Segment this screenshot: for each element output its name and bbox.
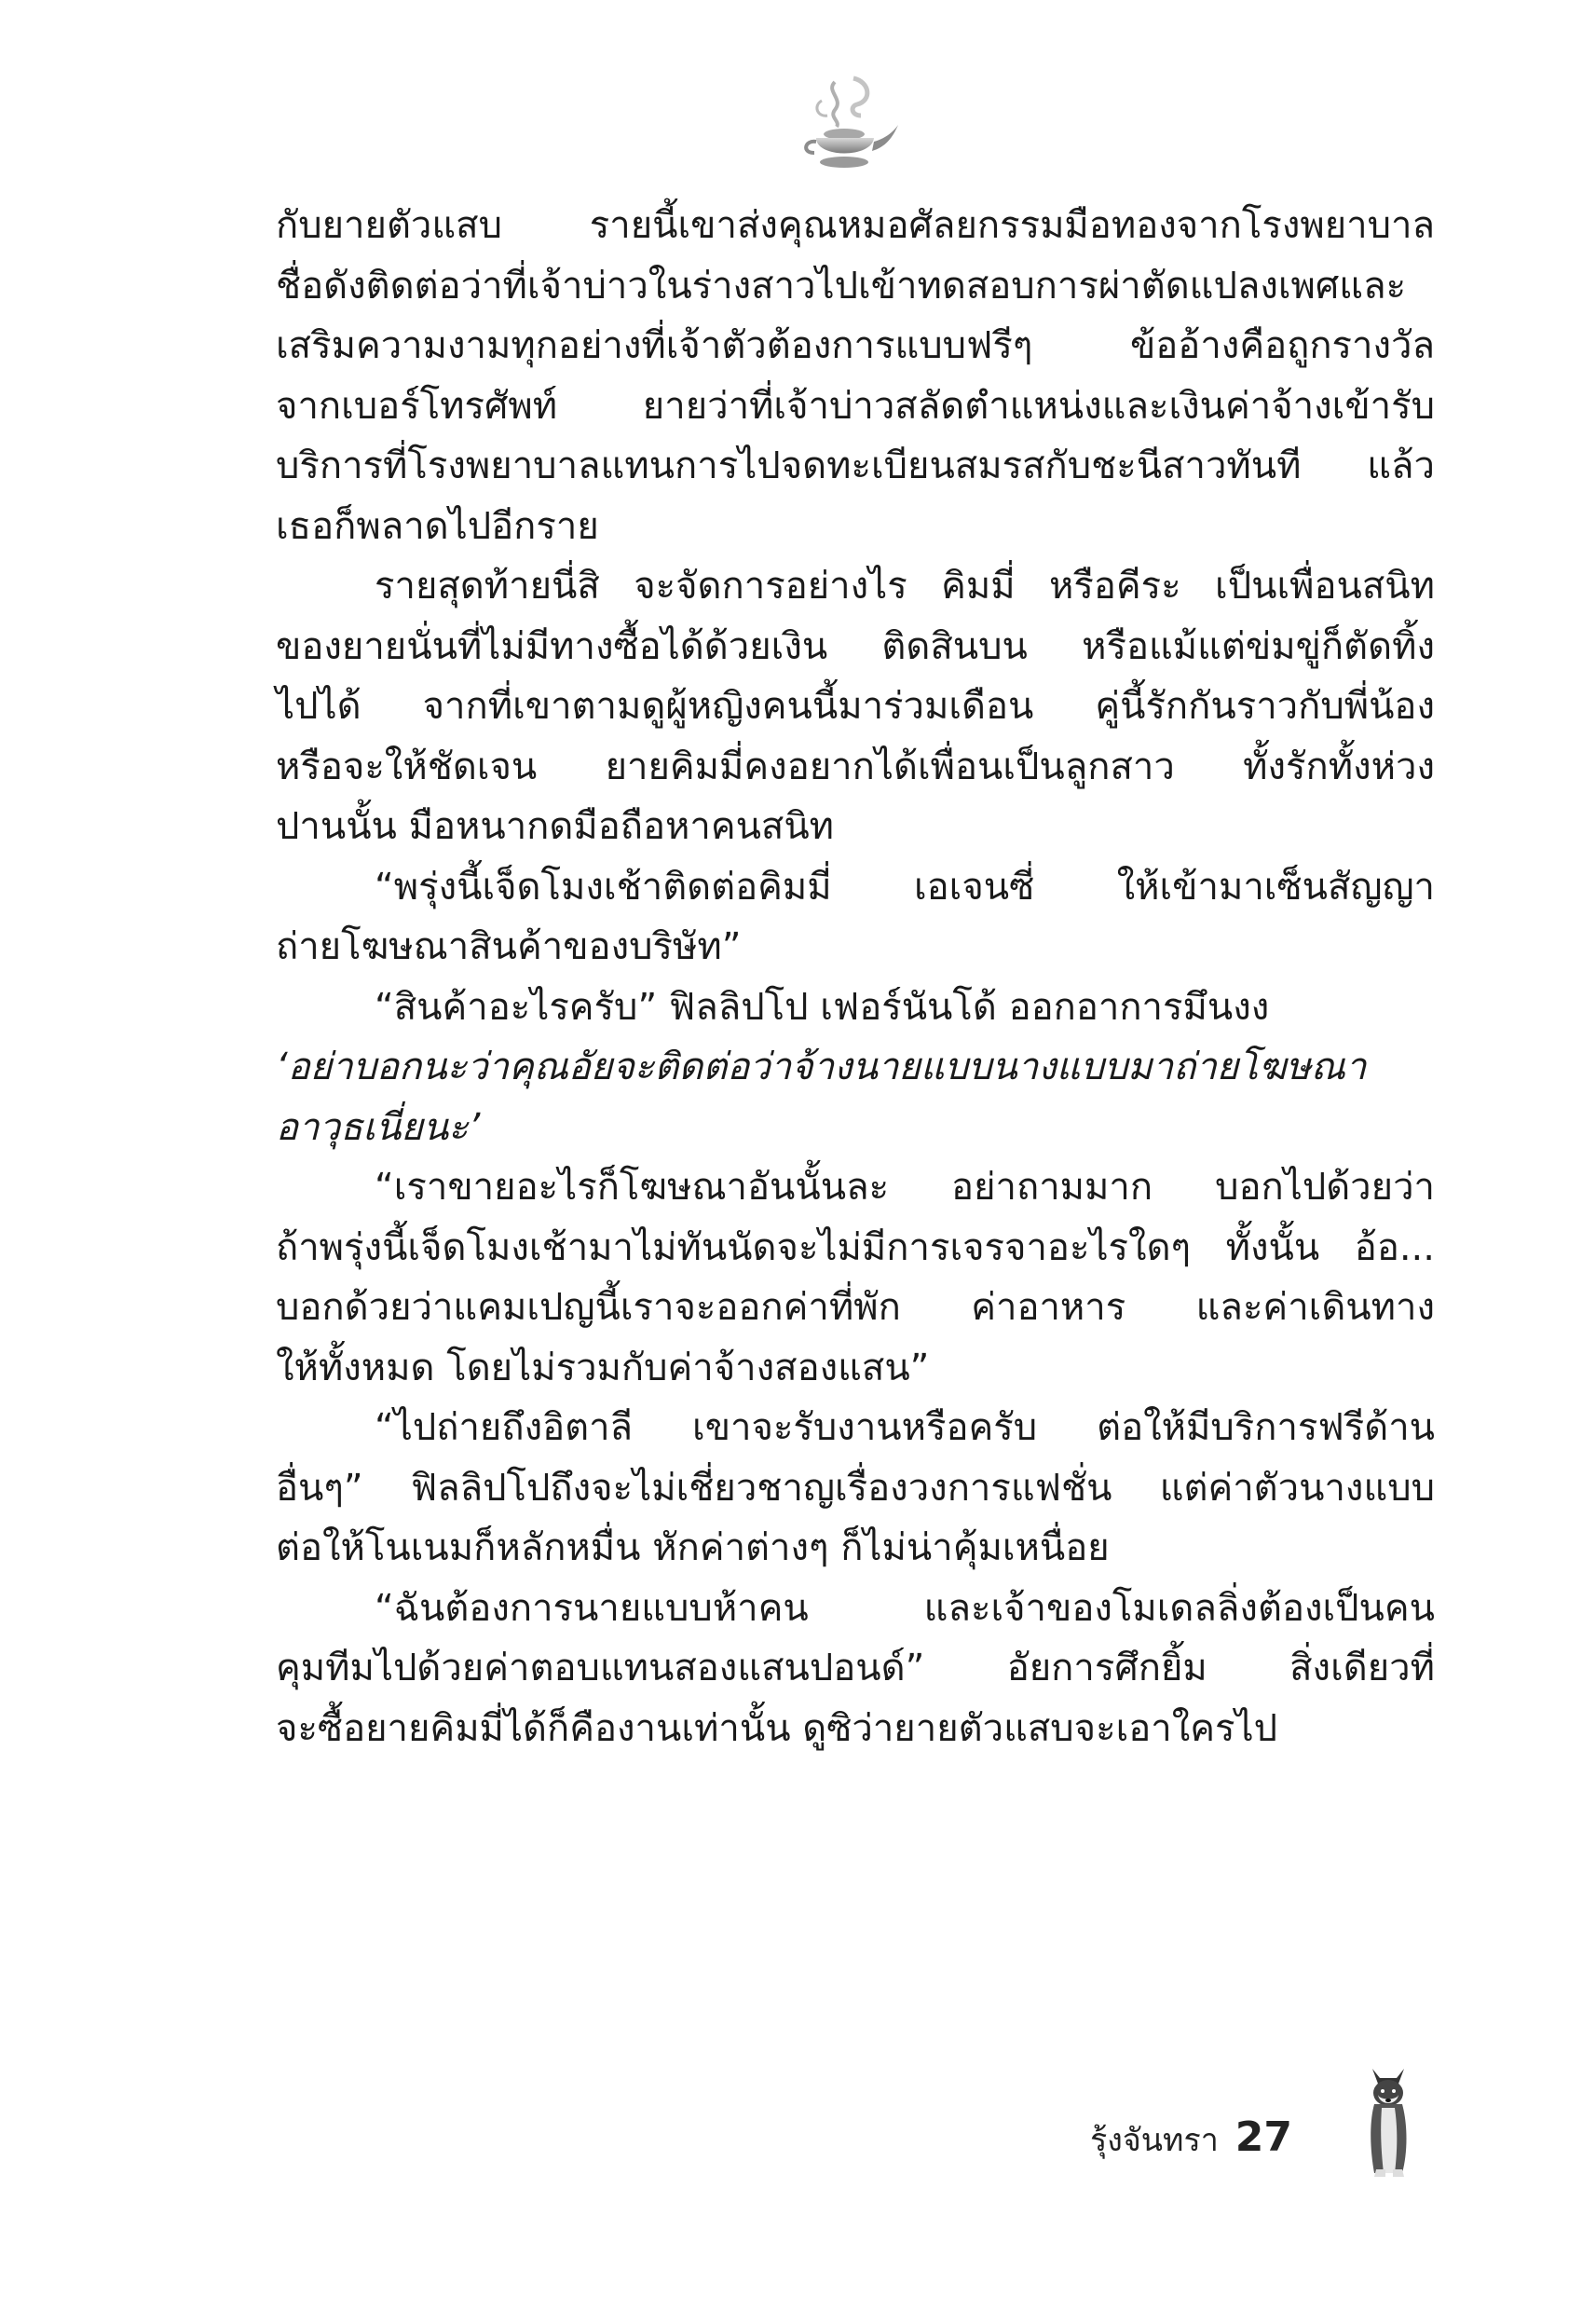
text-line: ‘อย่าบอกนะว่าคุณอัยจะติดต่อว่าจ้างนายแบบนางแบบมาถ่ายโฆษณา <box>276 1046 1367 1088</box>
text-line: ไปได้ จากที่เขาตามดูผู้หญิงคนนี้มาร่วมเดือน คู่นี้รักกันราวกับพี่น้อง <box>276 685 1435 728</box>
paragraph <box>276 1398 1435 1579</box>
text-line: “สินค้าอะไรครับ” ฟิลลิปโป เฟอร์นันโด้ ออกอาการมึนงง <box>375 985 1270 1029</box>
text-line: ถ้าพรุ่งนี้เจ็ดโมงเช้ามาไม่ทันนัดจะไม่มีการเจรจาอะไรใดๆ ทั้งนั้น อ้อ... <box>276 1225 1435 1269</box>
text-line: ต่อให้โนเนมก็หลักหมื่น หักค่าต่างๆ ก็ไม่น่าคุ้มเหนื่อย <box>276 1526 1110 1569</box>
paragraph <box>276 1037 1435 1157</box>
paragraph <box>276 857 1435 978</box>
text-line: เธอก็พลาดไปอีกราย <box>276 504 599 548</box>
text-line: “ฉันต้องการนายแบบห้าคน และเจ้าของโมเดลลิ่งต้องเป็นคน <box>375 1586 1435 1630</box>
text-line: “พรุ่งนี้เจ็ดโมงเช้าติดต่อคิมมี่ เอเจนซี่ ให้เข้ามาเซ็นสัญญา <box>375 865 1435 909</box>
book-title: รุ้งจันทรา <box>1090 2122 1219 2159</box>
body-text <box>276 196 1435 1758</box>
paragraph <box>276 196 1435 556</box>
page-number: 27 <box>1235 2113 1293 2161</box>
text-line: ให้ทั้งหมด โดยไม่รวมกับค่าจ้างสองแสน” <box>276 1346 930 1389</box>
paragraph <box>276 556 1435 857</box>
paragraph <box>276 1579 1435 1759</box>
text-line: “ไปถ่ายถึงอิตาลี เขาจะรับงานหรือครับ ต่อให้มีบริการฟรีด้าน <box>375 1406 1435 1449</box>
text-line: คุมทีมไปด้วยค่าตอบแทนสองแสนปอนด์” อัยการศึกยิ้ม สิ่งเดียวที่ <box>276 1647 1435 1689</box>
text-line: จะซื้อยายคิมมี่ได้ก็คืองานเท่านั้น ดูซิว่ายายตัวแสบจะเอาใครไป <box>276 1706 1278 1750</box>
paragraph <box>276 978 1435 1038</box>
text-line: หรือจะให้ชัดเจน ยายคิมมี่คงอยากได้เพื่อนเป็นลูกสาว ทั้งรักทั้งห่วง <box>276 745 1435 788</box>
text-line: อื่นๆ” ฟิลลิปโปถึงจะไม่เชี่ยวชาญเรื่องวงการแฟชั่น แต่ค่าตัวนางแบบ <box>276 1466 1435 1510</box>
text-line: บริการที่โรงพยาบาลแทนการไปจดทะเบียนสมรสกับชะนีสาวทันที แล้ว <box>276 444 1435 487</box>
text-line: บอกด้วยว่าแคมเปญนี้เราจะออกค่าที่พัก ค่าอาหาร และค่าเดินทาง <box>276 1286 1435 1329</box>
text-line: “เราขายอะไรก็โฆษณาอันนั้นละ อย่าถามมาก บอกไปด้วยว่า <box>375 1166 1435 1209</box>
text-line: จากเบอร์โทรศัพท์ ยายว่าที่เจ้าบ่าวสลัดตำแหน่งและเงินค่าจ้างเข้ารับ <box>276 384 1435 428</box>
page-footer <box>1090 2113 1292 2169</box>
text-line: ปานนั้น มือหนากดมือถือหาคนสนิท <box>276 805 835 848</box>
text-line: กับยายตัวแสบ รายนี้เขาส่งคุณหมอศัลยกรรมมือทองจากโรงพยาบาล <box>276 204 1435 247</box>
paragraph <box>276 1157 1435 1398</box>
text-line: อาวุธเนี่ยนะ’ <box>276 1105 481 1149</box>
text-line: เสริมความงามทุกอย่างที่เจ้าตัวต้องการแบบฟรีๆ ข้ออ้างคือถูกรางวัล <box>276 324 1435 367</box>
text-line: รายสุดท้ายนี่สิ จะจัดการอย่างไร คิมมี่ หรือคีระ เป็นเพื่อนสนิท <box>375 565 1435 608</box>
text-line: ชื่อดังติดต่อว่าที่เจ้าบ่าวในร่างสาวไปเข้าทดสอบการผ่าตัดแปลงเพศและ <box>276 264 1407 308</box>
husky-dog-icon <box>1356 2059 1421 2181</box>
teapot-ornament-icon <box>788 73 900 175</box>
text-line: ของยายนั่นที่ไม่มีทางซื้อได้ด้วยเงิน ติดสินบน หรือแม้แต่ข่มขู่ก็ตัดทิ้ง <box>276 624 1435 668</box>
text-line: ถ่ายโฆษณาสินค้าของบริษัท” <box>276 925 742 968</box>
